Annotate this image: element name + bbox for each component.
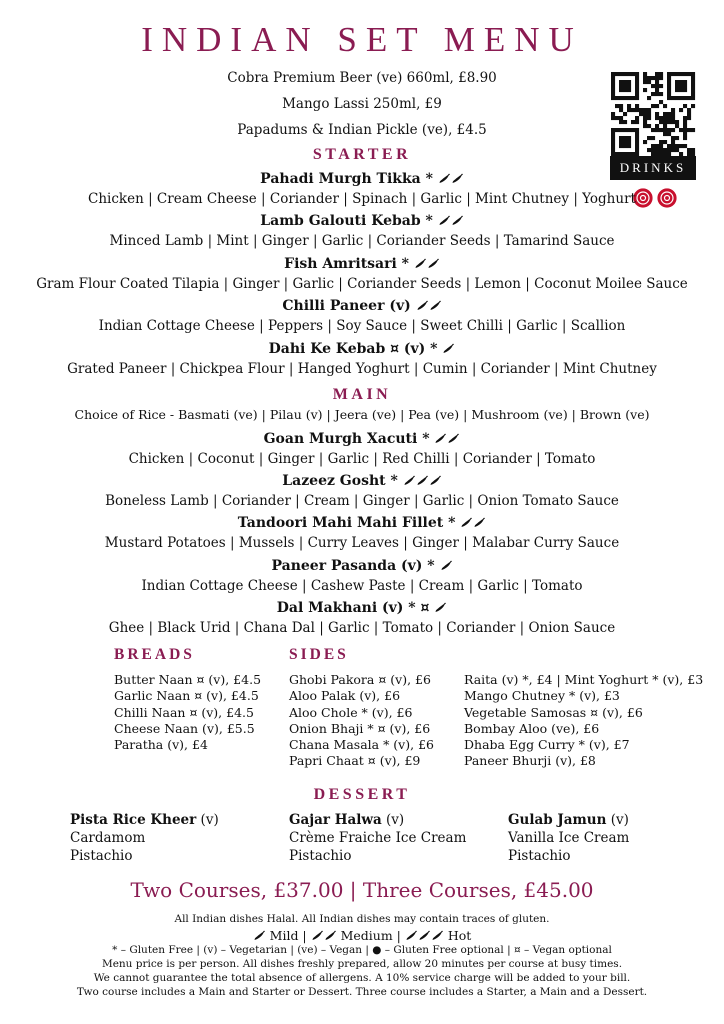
main-dish-1: Goan Murgh Xacuti * [0, 431, 724, 447]
qr-module [671, 108, 675, 112]
starter-desc-5: Grated Paneer | Chickpea Flour | Hanged Yoghurt | Cumin | Coriander | Mint Chutney [67, 361, 657, 377]
chili-icon [414, 256, 440, 272]
qr-module [611, 132, 615, 136]
qr-module [671, 72, 675, 76]
qr-module [635, 108, 639, 112]
qr-module [667, 120, 671, 124]
qr-module [683, 84, 687, 88]
qr-module [647, 80, 651, 84]
qr-module [683, 120, 687, 124]
sides-list-2 [464, 672, 703, 770]
breads-heading: BREADS [114, 646, 195, 663]
sides-heading: SIDES [289, 646, 349, 663]
qr-module [623, 140, 627, 144]
main-desc-3: Mustard Potatoes | Mussels | Curry Leaves | Ginger | Malabar Curry Sauce [104, 535, 620, 551]
qr-module [655, 76, 659, 80]
qr-module [611, 116, 615, 120]
qr-module [615, 96, 619, 100]
chili-icon [438, 171, 464, 187]
qr-module [619, 116, 623, 120]
course-pricing: Two Courses, £37.00 | Three Courses, £45.00 [130, 878, 594, 902]
qr-module [611, 72, 615, 76]
qr-module [683, 136, 687, 140]
qr-module [679, 88, 683, 92]
qr-module [611, 112, 615, 116]
qr-module [675, 80, 679, 84]
drink-papadums: Papadums & Indian Pickle (ve), £4.5 [237, 122, 487, 138]
qr-module [651, 84, 655, 88]
qr-module [635, 132, 639, 136]
qr-module [671, 112, 675, 116]
qr-module [663, 120, 667, 124]
qr-module [691, 80, 695, 84]
qr-module [667, 72, 671, 76]
qr-module [627, 104, 631, 108]
qr-module [611, 128, 615, 132]
qr-module [655, 112, 659, 116]
qr-module [683, 88, 687, 92]
qr-module [635, 84, 639, 88]
qr-module [683, 116, 687, 120]
qr-module [675, 88, 679, 92]
qr-module [667, 132, 671, 136]
list-item: Onion Bhaji * ¤ (v), £6 [289, 720, 431, 736]
qr-module [691, 92, 695, 96]
qr-module [623, 96, 627, 100]
list-item: Garlic Naan ¤ (v), £4.5 [114, 688, 259, 704]
qr-module [635, 104, 639, 108]
qr-module [623, 84, 627, 88]
qr-module [639, 112, 643, 116]
qr-module [667, 96, 671, 100]
qr-module [619, 88, 623, 92]
qr-module [679, 108, 683, 112]
drinks-label: DRINKS [610, 156, 696, 180]
main-dish-2: Lazeez Gosht * [0, 473, 724, 489]
qr-module [647, 112, 651, 116]
qr-module [667, 76, 671, 80]
qr-module [683, 80, 687, 84]
rice-choice: Choice of Rice - Basmati (ve) | Pilau (v) | Jeera (ve) | Pea (ve) | Mushroom (ve) | Brown (ve) [74, 407, 650, 422]
qr-module [627, 84, 631, 88]
qr-module [619, 140, 623, 144]
chili-icon [440, 558, 453, 574]
drinks-qr-code[interactable] [610, 72, 696, 156]
qr-module [667, 84, 671, 88]
qr-module [635, 92, 639, 96]
qr-module [615, 72, 619, 76]
qr-module [643, 140, 647, 144]
qr-module [615, 116, 619, 120]
qr-module [647, 136, 651, 140]
qr-module [671, 136, 675, 140]
qr-module [635, 96, 639, 100]
qr-module [671, 128, 675, 132]
qr-module [683, 104, 687, 108]
qr-module [611, 136, 615, 140]
qr-module [619, 84, 623, 88]
qr-module [687, 72, 691, 76]
heat-legend: Mild | Medium | Hot [0, 928, 724, 943]
qr-module [623, 80, 627, 84]
qr-module [651, 104, 655, 108]
chili-icon [311, 928, 337, 943]
qr-module [655, 124, 659, 128]
qr-module [687, 96, 691, 100]
qr-module [631, 120, 635, 124]
breads-list [114, 672, 261, 753]
qr-module [651, 136, 655, 140]
qr-module [635, 140, 639, 144]
chili-icon [405, 928, 444, 943]
list-item: Butter Naan ¤ (v), £4.5 [114, 672, 262, 687]
qr-module [643, 72, 647, 76]
qr-module [655, 84, 659, 88]
qr-module [611, 76, 615, 80]
qr-module [611, 84, 615, 88]
qr-module [643, 76, 647, 80]
qr-module [639, 108, 643, 112]
qr-module [647, 108, 651, 112]
allergen-note: We cannot guarantee the total absence of allergens. A 10% service charge will be added to your bill. [93, 972, 631, 984]
list-item: Paneer Bhurji (v), £8 [464, 753, 596, 769]
qr-module [627, 136, 631, 140]
per-person-note: Menu price is per person. All dishes freshly prepared, allow 20 minutes per course at busy times. [101, 958, 623, 970]
chili-icon [434, 600, 447, 616]
qr-module [611, 140, 615, 144]
qr-module [659, 84, 663, 88]
qr-module [667, 92, 671, 96]
qr-module [635, 88, 639, 92]
qr-module [651, 92, 655, 96]
list-item: Papri Chaat ¤ (v), £9 [289, 753, 421, 769]
qr-module [663, 124, 667, 128]
qr-module [631, 108, 635, 112]
qr-module [643, 80, 647, 84]
qr-module [627, 80, 631, 84]
qr-module [691, 96, 695, 100]
qr-module [679, 84, 683, 88]
dessert-item-1: Pista Rice Kheer (v) Cardamom Pistachio [70, 812, 219, 864]
qr-module [611, 92, 615, 96]
starter-dish-5: Dahi Ke Kebab ¤ (v) * [0, 341, 724, 357]
qr-module [663, 104, 667, 108]
qr-module [691, 84, 695, 88]
qr-module [683, 132, 687, 136]
qr-module [667, 128, 671, 132]
list-item: Bombay Aloo (ve), £6 [464, 720, 600, 736]
list-item: Mango Chutney * (v), £3 [464, 688, 620, 704]
qr-module [667, 88, 671, 92]
qr-module [643, 88, 647, 92]
qr-module [655, 80, 659, 84]
qr-module [687, 116, 691, 120]
qr-module [643, 116, 647, 120]
qr-module [623, 136, 627, 140]
qr-module [627, 88, 631, 92]
dessert-item-2: Gajar Halwa (v) Crème Fraiche Ice Cream Pistachio [289, 812, 467, 864]
main-dish-5: Dal Makhani (v) * ¤ [0, 600, 724, 616]
qr-module [647, 116, 651, 120]
qr-module [691, 88, 695, 92]
main-heading: MAIN [332, 386, 392, 403]
qr-module [619, 136, 623, 140]
qr-module [635, 76, 639, 80]
qr-module [655, 128, 659, 132]
qr-module [643, 112, 647, 116]
qr-module [647, 76, 651, 80]
qr-module [651, 76, 655, 80]
qr-module [659, 116, 663, 120]
qr-module [623, 88, 627, 92]
qr-module [623, 72, 627, 76]
qr-module [663, 128, 667, 132]
qr-module [659, 76, 663, 80]
main-dish-3: Tandoori Mahi Mahi Fillet * [0, 515, 724, 531]
course-note: Two course includes a Main and Starter or Dessert. Three course includes a Starter, a Main and a Dessert. [76, 986, 648, 998]
qr-module [663, 132, 667, 136]
qr-module [675, 120, 679, 124]
qr-module [671, 96, 675, 100]
list-item: Chana Masala * (v), £6 [289, 737, 434, 753]
main-desc-1: Chicken | Coconut | Ginger | Garlic | Red Chilli | Coriander | Tomato [128, 451, 596, 467]
qr-module [659, 92, 663, 96]
qr-module [663, 140, 667, 144]
main-desc-2: Boneless Lamb | Coriander | Cream | Ginger | Garlic | Onion Tomato Sauce [105, 493, 619, 509]
page-title: INDIAN SET MENU [141, 20, 583, 59]
qr-module [655, 116, 659, 120]
qr-module [627, 108, 631, 112]
halal-note: All Indian dishes Halal. All Indian dishes may contain traces of gluten. [174, 913, 550, 925]
starter-heading: STARTER [312, 146, 412, 163]
list-item: Dhaba Egg Curry * (v), £7 [464, 737, 630, 753]
qr-module [619, 96, 623, 100]
qr-module [647, 96, 651, 100]
main-desc-4: Indian Cottage Cheese | Cashew Paste | Cream | Garlic | Tomato [141, 578, 583, 594]
starter-desc-3: Gram Flour Coated Tilapia | Ginger | Garlic | Coriander Seeds | Lemon | Coconut Moilee Sauce [36, 276, 688, 292]
qr-module [627, 128, 631, 132]
diet-legend: * – Gluten Free | (v) – Vegetarian | (ve) – Vegan | ● – Gluten Free optional | ¤ – Vegan optional [112, 944, 612, 956]
qr-module [651, 128, 655, 132]
qr-module [623, 128, 627, 132]
qr-module [679, 72, 683, 76]
qr-module [631, 128, 635, 132]
chili-icon [403, 473, 442, 489]
starter-dish-1: Pahadi Murgh Tikka * [0, 171, 724, 187]
chili-icon [460, 515, 486, 531]
qr-module [671, 120, 675, 124]
chili-icon [434, 431, 460, 447]
qr-module [691, 104, 695, 108]
starter-desc-4: Indian Cottage Cheese | Peppers | Soy Sauce | Sweet Chilli | Garlic | Scallion [98, 318, 626, 334]
list-item: Ghobi Pakora ¤ (v), £6 [289, 672, 431, 687]
qr-module [659, 140, 663, 144]
qr-module [687, 112, 691, 116]
qr-module [667, 80, 671, 84]
qr-module [683, 128, 687, 132]
chili-icon [253, 928, 266, 943]
qr-module [643, 120, 647, 124]
qr-module [679, 80, 683, 84]
qr-module [611, 80, 615, 84]
chili-icon [438, 213, 464, 229]
qr-module [615, 128, 619, 132]
qr-module [655, 104, 659, 108]
qr-module [635, 116, 639, 120]
list-item: Vegetable Samosas ¤ (v), £6 [464, 704, 643, 720]
qr-module [619, 80, 623, 84]
qr-module [675, 84, 679, 88]
qr-module [619, 72, 623, 76]
starter-dish-4: Chilli Paneer (v) [0, 298, 724, 314]
dessert-heading: DESSERT [313, 786, 411, 803]
qr-module [635, 128, 639, 132]
list-item: Paratha (v), £4 [114, 737, 208, 753]
qr-module [691, 76, 695, 80]
qr-module [635, 72, 639, 76]
qr-module [691, 72, 695, 76]
qr-module [679, 96, 683, 100]
drink-lassi: Mango Lassi 250ml, £9 [282, 96, 442, 112]
list-item: Chilli Naan ¤ (v), £4.5 [114, 704, 254, 720]
qr-module [643, 124, 647, 128]
qr-module [619, 108, 623, 112]
qr-module [627, 140, 631, 144]
qr-module [675, 124, 679, 128]
qr-module [647, 124, 651, 128]
qr-module [675, 72, 679, 76]
qr-module [659, 72, 663, 76]
qr-module [667, 112, 671, 116]
starter-dish-2: Lamb Galouti Kebab * [0, 213, 724, 229]
qr-module [619, 128, 623, 132]
qr-module [623, 120, 627, 124]
starter-desc-2: Minced Lamb | Mint | Ginger | Garlic | Coriander Seeds | Tamarind Sauce [109, 233, 615, 249]
qr-module [631, 72, 635, 76]
qr-module [619, 120, 623, 124]
qr-module [679, 128, 683, 132]
qr-module [691, 128, 695, 132]
qr-module [683, 124, 687, 128]
qr-module [627, 72, 631, 76]
qr-module [627, 96, 631, 100]
list-item: Cheese Naan (v), £5.5 [114, 720, 255, 736]
qr-module [655, 72, 659, 76]
qr-module [663, 116, 667, 120]
qr-module [635, 136, 639, 140]
starter-dish-3: Fish Amritsari * [0, 256, 724, 272]
qr-module [671, 116, 675, 120]
qr-module [675, 96, 679, 100]
starter-desc-1: Chicken | Cream Cheese | Coriander | Spinach | Garlic | Mint Chutney | Yoghurt [88, 191, 636, 207]
qr-module [623, 112, 627, 116]
qr-module [687, 108, 691, 112]
dessert-item-3: Gulab Jamun (v) Vanilla Ice Cream Pistachio [508, 812, 630, 864]
qr-module [659, 128, 663, 132]
qr-module [643, 108, 647, 112]
qr-module [635, 80, 639, 84]
qr-module [659, 120, 663, 124]
drink-beer: Cobra Premium Beer (ve) 660ml, £8.90 [227, 70, 497, 86]
qr-module [687, 128, 691, 132]
list-item: Aloo Palak (v), £6 [289, 688, 401, 704]
qr-module [671, 140, 675, 144]
list-item: Aloo Chole * (v), £6 [289, 704, 413, 720]
qr-module [655, 88, 659, 92]
sides-list-1 [289, 672, 434, 770]
list-item: Raita (v) *, £4 | Mint Yoghurt * (v), £3 [464, 672, 704, 687]
chili-icon [442, 341, 455, 357]
qr-module [667, 116, 671, 120]
qr-module [619, 104, 623, 108]
qr-module [611, 88, 615, 92]
qr-module [655, 92, 659, 96]
qr-module [611, 96, 615, 100]
qr-module [615, 104, 619, 108]
qr-module [659, 100, 663, 104]
qr-module [675, 136, 679, 140]
qr-module [683, 96, 687, 100]
qr-module [683, 72, 687, 76]
qr-module [663, 112, 667, 116]
chili-icon [416, 298, 442, 314]
main-desc-5: Ghee | Black Urid | Chana Dal | Garlic | Tomato | Coriander | Onion Sauce [108, 620, 616, 636]
qr-module [631, 96, 635, 100]
qr-module [635, 120, 639, 124]
main-dish-4: Paneer Pasanda (v) * [0, 558, 724, 574]
